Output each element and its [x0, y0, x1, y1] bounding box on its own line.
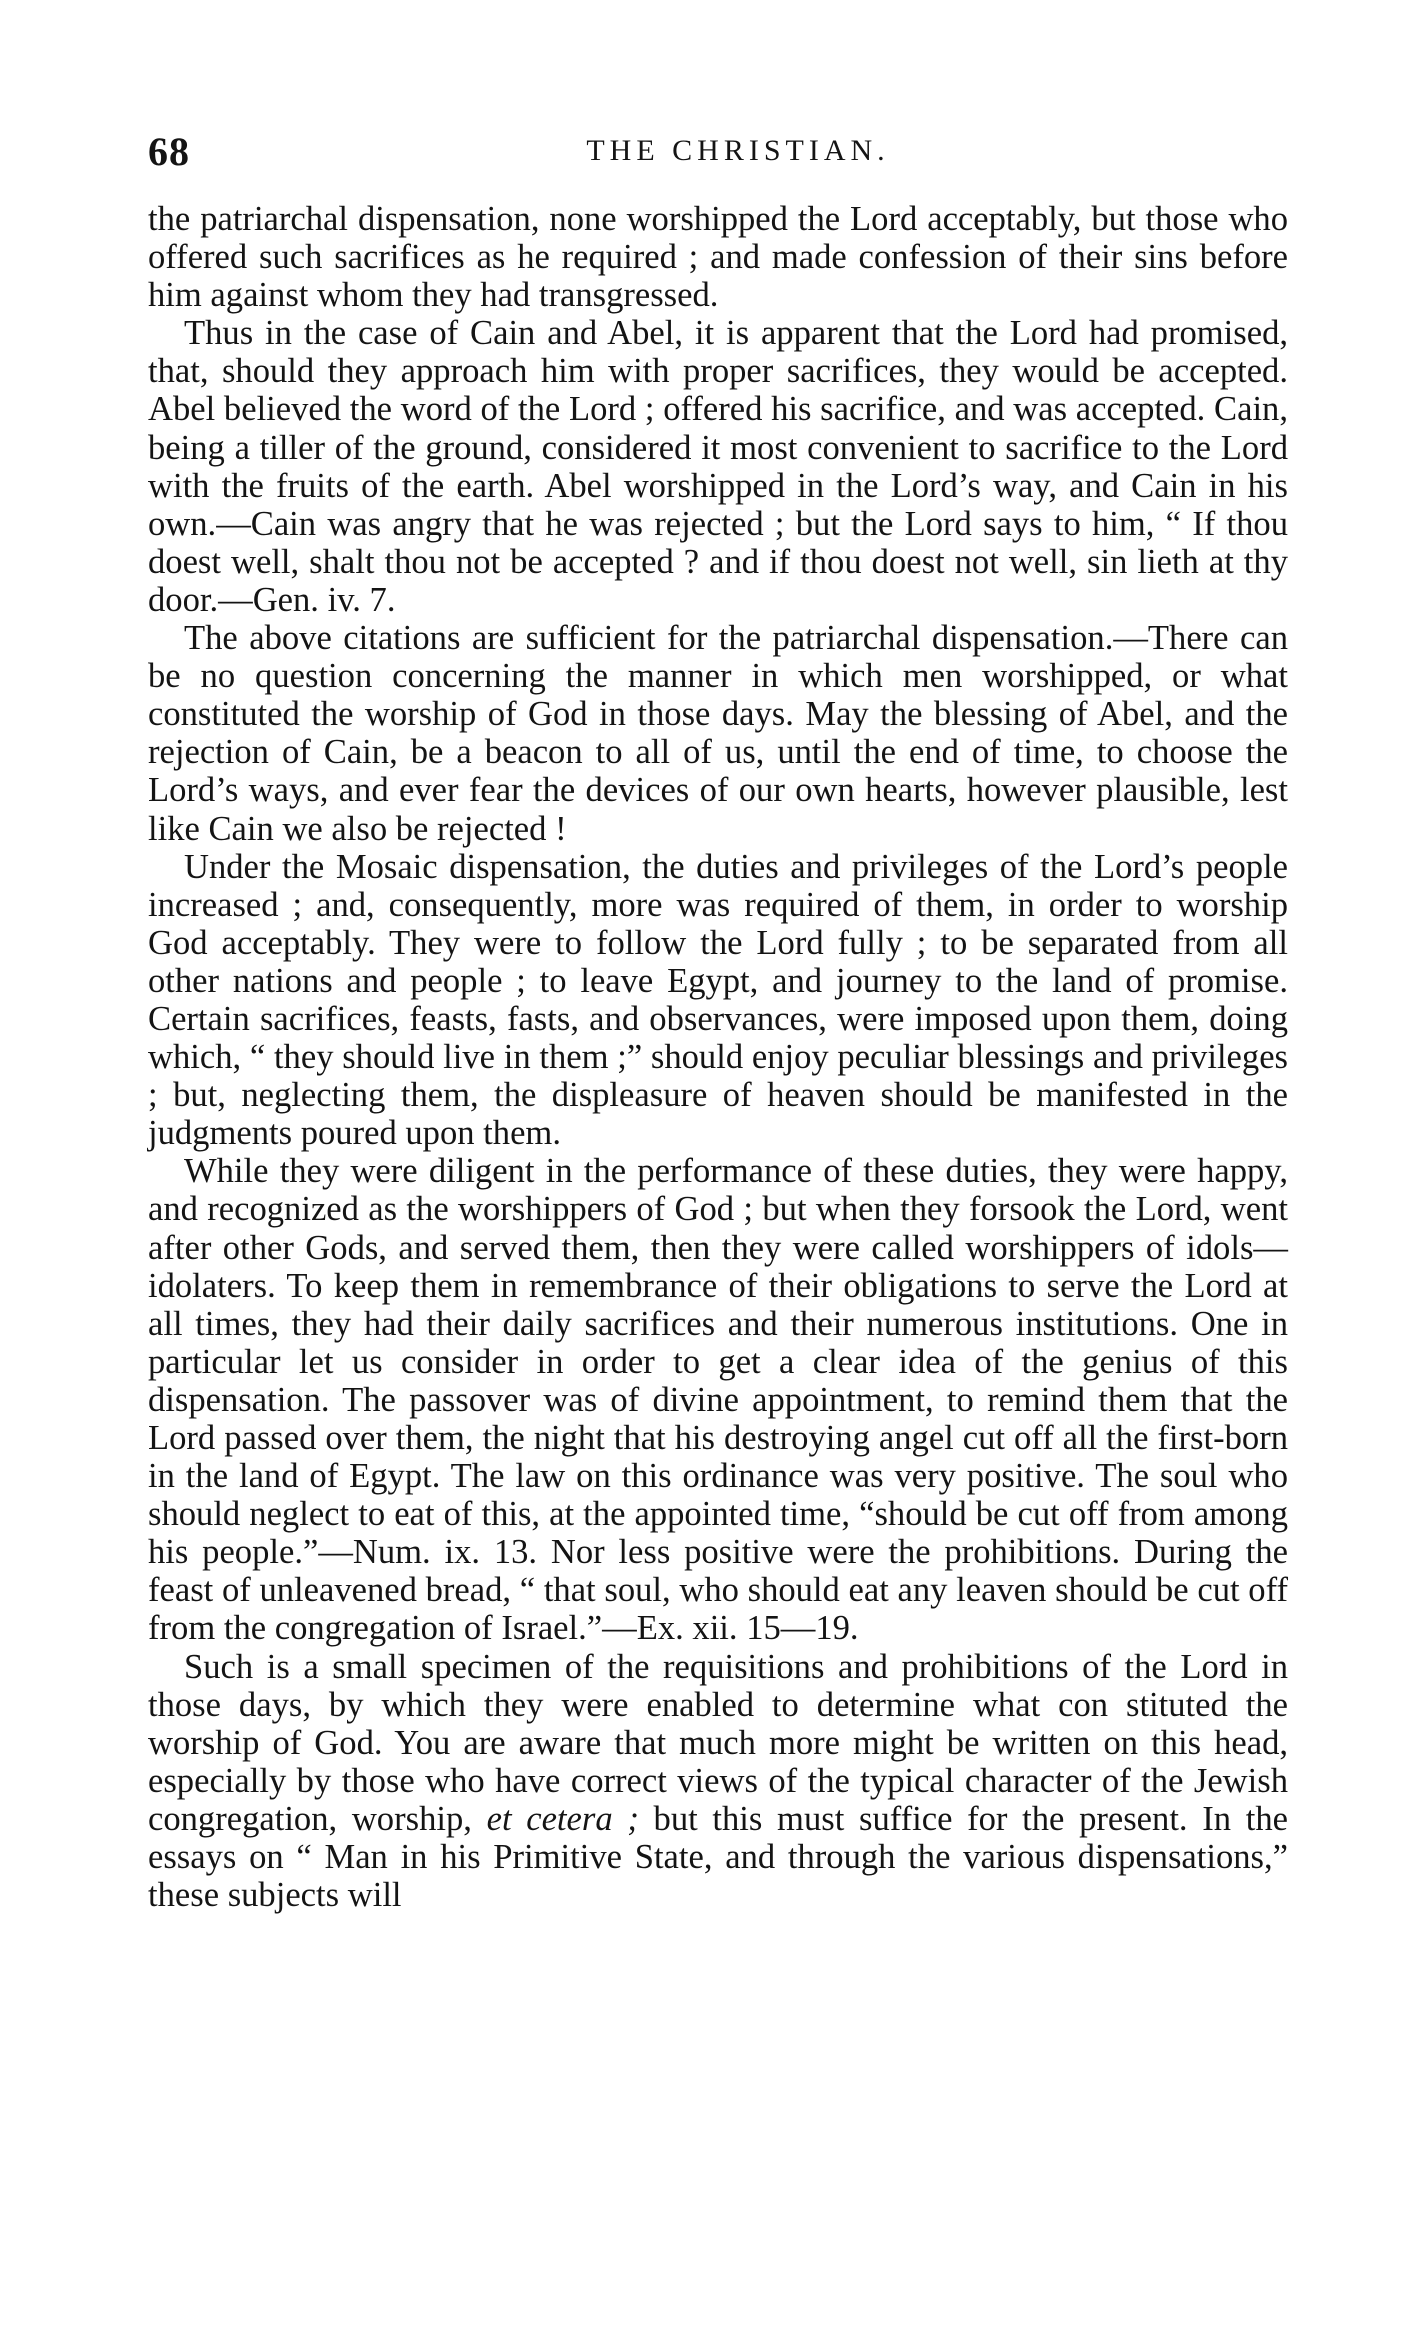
running-title: THE CHRISTIAN. — [586, 134, 890, 167]
paragraph-continued: the patriarchal dispensation, none worshipped the Lord acceptably, but those who offered such sacrifices as he required ; and made confession of their sins before him against whom they had transgressed. — [148, 200, 1288, 315]
paragraph-passover: While they were diligent in the performance of these duties, they were happy, and recognized as the worshippers of God ; but when they forsook the Lord, went after other Gods, and served them, then they were called worshippers of idols—idolaters. To keep them in remembrance of their obligations to serve the Lord at all times, they had their daily sacrifices and their numerous institutions. One in particular let us consider in order to get a clear idea of the genius of this dispensation. The passover was of divine appointment, to remind them that the Lord passed over them, the night that his destroying angel cut off all the first-born in the land of Egypt. The law on this ordinance was very positive. The soul who should neglect to eat of this, at the appointed time, “should be cut off from among his people.”—Num. ix. 13. Nor less positive were the prohibitions. During the feast of unleavened bread, “ that soul, who should eat any leaven should be cut off from the congregation of Israel.”—Ex. xii. 15—19. — [148, 1152, 1288, 1648]
paragraph-mosaic-dispensation: Under the Mosaic dispensation, the duties and privileges of the Lord’s people increased ; and, consequently, more was required of them, in order to worship God acceptably. They were to follow the Lord fully ; to be separated from all other nations and people ; to leave Egypt, and journey to the land of promise. Certain sacrifices, feasts, fasts, and observances, were imposed upon them, doing which, “ they should live in them ;” should enjoy peculiar blessings and privileges ; but, neglecting them, the displeasure of heaven should be manifested in the judgments poured upon them. — [148, 847, 1288, 1153]
paragraph-text-after: but this must suffice for the present. In the essays on “ Man in his Primitive State, and through the various dispensations,” these subjects will — [148, 1799, 1288, 1915]
paragraph-requisitions — [148, 1648, 1288, 1915]
paragraph-cain-abel: Thus in the case of Cain and Abel, it is apparent that the Lord had promised, that, should they approach him with proper sacrifices, they would be accepted. Abel believed the word of the Lord ; offered his sacrifice, and was accepted. Cain, being a tiller of the ground, considered it most convenient to sacrifice to the Lord with the fruits of the earth. Abel worshipped in the Lord’s way, and Cain in his own.—Cain was angry that he was rejected ; but the Lord says to him, “ If thou doest well, shalt thou not be accepted ? and if thou doest not well, sin lieth at thy door.—Gen. iv. 7. — [148, 314, 1288, 619]
paragraph-patriarchal-summary: The above citations are sufficient for the patriarchal dispensation.—There can be no question concerning the manner in which men worshipped, or what constituted the worship of God in those days. May the blessing of Abel, and the rejection of Cain, be a beacon to all of us, until the end of time, to choose the Lord’s ways, and ever fear the devices of our own hearts, however plausible, lest like Cain we also be rejected ! — [148, 619, 1288, 848]
running-head — [148, 128, 1288, 180]
body-text — [148, 200, 1288, 1914]
book-page — [148, 128, 1288, 1914]
paragraph-text-italic: et cetera ; — [486, 1799, 639, 1838]
page-number: 68 — [148, 129, 190, 174]
paragraph-text-before: Such is a small specimen of the requisitions and prohibitions of the Lord in those days, by which they were enabled to determine what con stituted the worship of God. You are aware that much more might be written on this head, especially by those who have correct views of the typical character of the Jewish congregation, worship, — [148, 1647, 1288, 1838]
